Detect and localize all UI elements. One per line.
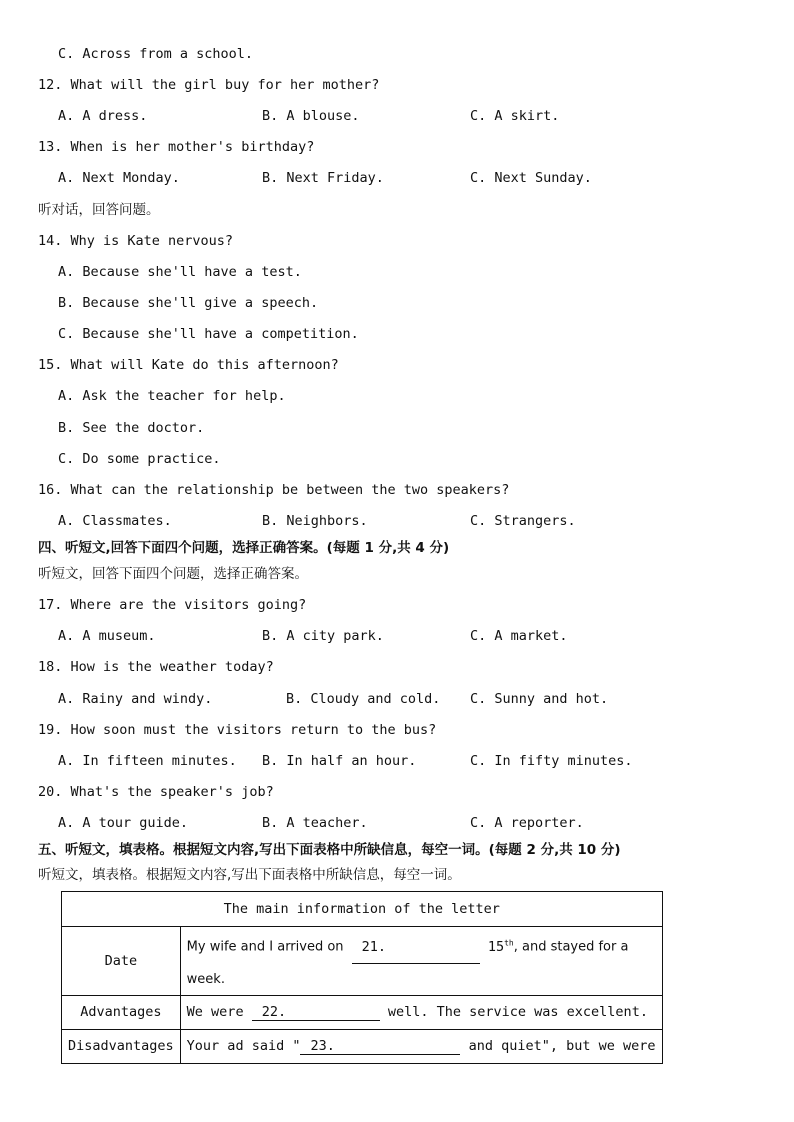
date-prefix: My wife and I arrived on bbox=[186, 939, 344, 955]
option-q19-b: B. In half an hour. bbox=[262, 753, 417, 769]
option-q17-c: C. A market. bbox=[470, 628, 568, 644]
question-20: 20. What's the speaker's job? bbox=[38, 784, 274, 800]
option-q19-a: A. In fifteen minutes. bbox=[58, 753, 237, 769]
option-q13-b: B. Next Friday. bbox=[262, 170, 384, 186]
section-5-heading: 五、听短文，填表格。根据短文内容,写出下面表格中所缺信息，每空一词。(每题 2 分,共 10 分) bbox=[38, 842, 621, 858]
option-q13-a: A. Next Monday. bbox=[58, 170, 180, 186]
option-q14-c: C. Because she'll have a competition. bbox=[58, 326, 359, 342]
option-q11-c: C. Across from a school. bbox=[58, 46, 254, 62]
date-suffix: , and stayed for a week. bbox=[186, 939, 629, 987]
option-q17-a: A. A museum. bbox=[58, 628, 156, 644]
advantages-suffix: well. The service was excellent. bbox=[387, 1003, 648, 1020]
option-q18-c: C. Sunny and hot. bbox=[470, 691, 609, 707]
option-q20-c: C. A reporter. bbox=[470, 815, 584, 831]
question-19: 19. How soon must the visitors return to the bus? bbox=[38, 722, 437, 738]
row-content-date bbox=[180, 927, 662, 996]
option-q17-b: B. A city park. bbox=[262, 628, 384, 644]
option-q16-b: B. Neighbors. bbox=[262, 513, 368, 529]
row-label-advantages: Advantages bbox=[62, 995, 181, 1029]
option-q12-a: A. A dress. bbox=[58, 108, 148, 124]
row-label-date: Date bbox=[62, 927, 181, 996]
option-q20-b: B. A teacher. bbox=[262, 815, 368, 831]
question-18: 18. How is the weather today? bbox=[38, 659, 274, 675]
row-content-disadvantages bbox=[180, 1029, 662, 1063]
table-title: The main information of the letter bbox=[62, 892, 663, 927]
option-q19-c: C. In fifty minutes. bbox=[470, 753, 633, 769]
option-q15-c: C. Do some practice. bbox=[58, 451, 221, 467]
blank-21-number: 21. bbox=[361, 938, 387, 955]
instruction-section-4: 听短文，回答下面四个问题，选择正确答案。 bbox=[38, 566, 308, 582]
date-day-suffix: th bbox=[504, 938, 514, 947]
question-16: 16. What can the relationship be between the two speakers? bbox=[38, 482, 510, 498]
option-q13-c: C. Next Sunday. bbox=[470, 170, 592, 186]
date-day-number: 15 bbox=[487, 938, 505, 955]
question-13: 13. When is her mother's birthday? bbox=[38, 139, 315, 155]
blank-21[interactable] bbox=[352, 932, 480, 964]
date-day bbox=[488, 939, 514, 955]
option-q12-b: B. A blouse. bbox=[262, 108, 360, 124]
question-12: 12. What will the girl buy for her mother? bbox=[38, 77, 380, 93]
advantages-prefix: We were bbox=[186, 1003, 244, 1020]
disadvantages-prefix: Your ad said " bbox=[186, 1037, 301, 1054]
blank-22-number: 22. bbox=[261, 1003, 287, 1020]
question-15: 15. What will Kate do this afternoon? bbox=[38, 357, 339, 373]
instruction-section-5: 听短文，填表格。根据短文内容,写出下面表格中所缺信息，每空一词。 bbox=[38, 867, 461, 883]
blank-23[interactable] bbox=[300, 1038, 460, 1055]
option-q15-b: B. See the doctor. bbox=[58, 420, 205, 436]
option-q14-a: A. Because she'll have a test. bbox=[58, 264, 302, 280]
row-label-disadvantages: Disadvantages bbox=[62, 1029, 181, 1063]
question-17: 17. Where are the visitors going? bbox=[38, 597, 307, 613]
instruction-dialogue: 听对话，回答问题。 bbox=[38, 202, 160, 218]
row-content-advantages bbox=[180, 995, 662, 1029]
option-q12-c: C. A skirt. bbox=[470, 108, 560, 124]
letter-info-table bbox=[61, 891, 663, 1064]
option-q16-c: C. Strangers. bbox=[470, 513, 576, 529]
option-q16-a: A. Classmates. bbox=[58, 513, 172, 529]
disadvantages-suffix: and quiet", but we were bbox=[468, 1037, 656, 1054]
option-q18-a: A. Rainy and windy. bbox=[58, 691, 213, 707]
section-4-heading: 四、听短文,回答下面四个问题，选择正确答案。(每题 1 分,共 4 分) bbox=[38, 540, 450, 556]
option-q18-b: B. Cloudy and cold. bbox=[286, 691, 441, 707]
option-q14-b: B. Because she'll give a speech. bbox=[58, 295, 319, 311]
question-14: 14. Why is Kate nervous? bbox=[38, 233, 234, 249]
blank-22[interactable] bbox=[252, 1004, 380, 1021]
option-q15-a: A. Ask the teacher for help. bbox=[58, 388, 286, 404]
blank-23-number: 23. bbox=[310, 1037, 335, 1054]
option-q20-a: A. A tour guide. bbox=[58, 815, 189, 831]
